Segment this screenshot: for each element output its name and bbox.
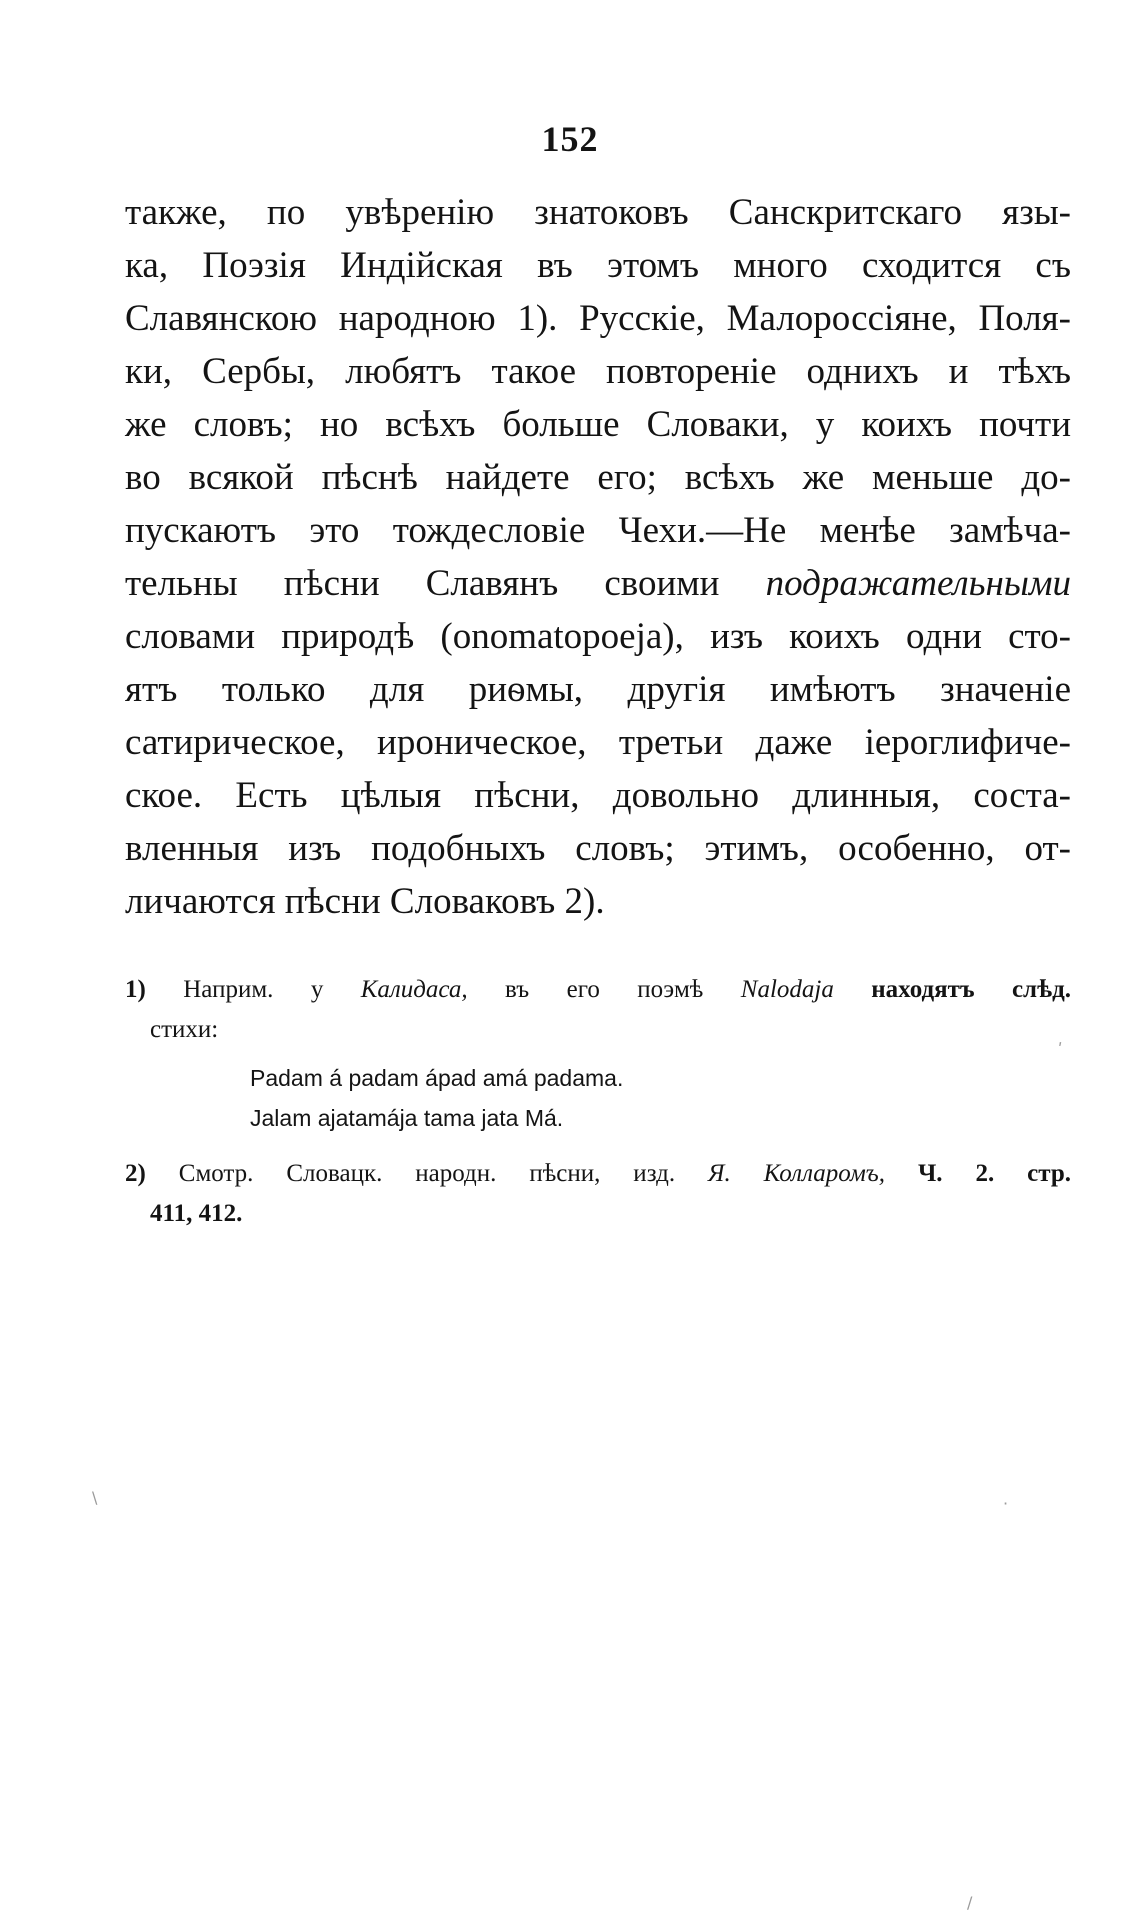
text-segment: Ч. 2. стр. <box>885 1160 1072 1187</box>
verse-line: Jalam ajatamája tama jata Má. <box>250 1105 564 1131</box>
text-segment: находятъ слѣд. <box>833 976 1071 1003</box>
text-segment: ), изъ коихъ одни сто- <box>662 616 1071 657</box>
text-line: во всякой пѣснѣ найдете его; всѣхъ же меньше до- <box>125 457 1071 498</box>
text-line: ятъ только для риѳмы, другія имѣютъ значеніе <box>125 669 1071 710</box>
text-line: же словъ; но всѣхъ больше Словаки, у коихъ почти <box>125 404 1071 445</box>
text-line: также, по увѣренію знатоковъ Санскритскаго язы- <box>125 192 1071 233</box>
main-text <box>125 186 1071 928</box>
text-segment: Смотр. Словацк. народн. пѣсни, изд. <box>145 1160 709 1187</box>
footnotes <box>125 970 1071 1234</box>
text-segment: словами природѣ ( <box>125 616 453 657</box>
latin-term: onomatopoeja <box>452 616 663 657</box>
scan-speck: / <box>967 1893 973 1912</box>
text-line: ское. Есть цѣлыя пѣсни, довольно длинныя, соста- <box>125 775 1071 816</box>
italic-term: Nalodaja <box>740 976 834 1003</box>
footnote-line: стихи: <box>150 1016 219 1043</box>
footnote-marker: 1) <box>125 976 146 1003</box>
text-line: вленныя изъ подобныхъ словъ; этимъ, особенно, от- <box>125 828 1071 869</box>
text-segment: Наприм. у <box>145 976 361 1003</box>
page-number: 152 <box>541 119 599 159</box>
italic-term: подражательными <box>765 563 1071 604</box>
scan-speck: \ <box>92 1488 98 1507</box>
footnote-2 <box>125 1154 1071 1234</box>
footnote-line <box>125 1154 1071 1194</box>
text-line <box>125 610 1071 663</box>
scan-speck: · <box>1003 1494 1009 1513</box>
text-segment: тельны пѣсни Славянъ своими <box>125 563 766 604</box>
scan-speck: ʹ <box>1058 1040 1063 1059</box>
text-line: ка, Поэзія Индійская въ этомъ много сходится съ <box>125 245 1071 286</box>
text-line: личаются пѣсни Словаковъ 2). <box>125 881 605 922</box>
text-line <box>125 557 1071 610</box>
italic-term: Я. Колларомъ, <box>708 1160 886 1187</box>
italic-term: Калидаса, <box>360 976 468 1003</box>
text-segment: въ его поэмѣ <box>467 976 741 1003</box>
footnote-marker: 2) <box>125 1160 146 1187</box>
text-line: пускаютъ это тождесловіе Чехи.—Не менѣе замѣча- <box>125 510 1071 551</box>
footnote-line: 411, 412. <box>150 1200 243 1227</box>
text-line: ки, Сербы, любятъ такое повтореніе однихъ и тѣхъ <box>125 351 1071 392</box>
text-line: Славянскою народною 1). Русскіе, Малороссіяне, Поля- <box>125 298 1071 339</box>
text-line: сатирическое, ироническое, третьи даже іероглифиче- <box>125 722 1071 763</box>
verse-line: Padam á padam ápad amá padama. <box>250 1065 624 1091</box>
footnote-line <box>125 970 1071 1010</box>
footnote-1 <box>125 970 1071 1138</box>
